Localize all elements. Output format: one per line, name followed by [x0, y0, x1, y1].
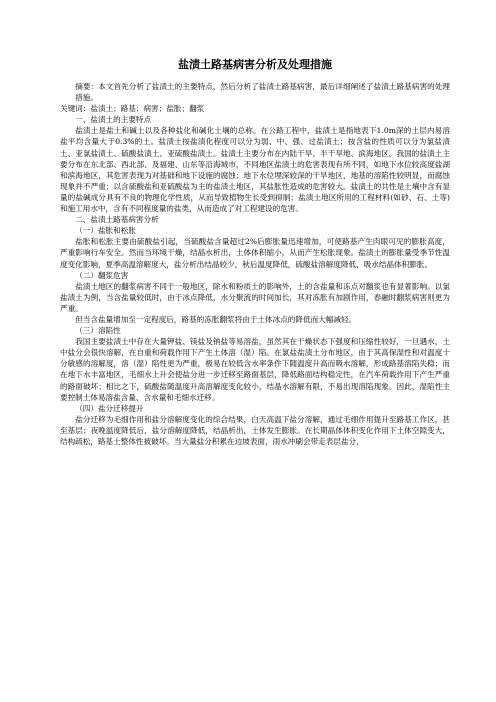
paragraph: 但当含盐量增加至一定程度后，路基的冻胀翻浆将由于土体冰点的降低而大幅减轻。: [75, 314, 357, 324]
paragraph: 盐分迁移为毛细作用和盐分溶解度变化的综合结果，白天高温下盐分溶解，通过毛细作用提升至路基工作区，甚至基层；夜晚温度降低后，盐分溶解度降低，结晶析出，土体发生膨胀。在长期晶体体积变化作用下土体空隙变大，结构疏松，路基土整体性被破坏。当大量盐分积累在边坡表面，雨水冲刷会带走表层盐分，: [60, 414, 450, 446]
subsection-heading-2-1: （一）盐胀和松胀: [75, 226, 136, 236]
subsection-heading-2-4: （四）盐分迁移提升: [75, 403, 144, 413]
subsection-heading-2-2: （二）翻浆危害: [75, 270, 129, 280]
paragraph: 盐胀和松胀主要由硫酸盐引起，当硫酸盐含量超过2%后膨胀量迅速增加，可使路基产生肉眼可见的膨胀高度，严重影响行车安全。然而当环境干燥，结晶水析出，土体体积缩小，从而产生松胀现象。盐渍土的膨胀量受季节性温度变化影响，夏季高温溶解度大，盐分析出结晶较少，秋后温度降低，硫酸盐溶解度降低，吸水结晶体积膨胀。: [60, 237, 450, 269]
keywords: 关键词：盐渍土；路基；病害；盐胀；翻浆: [60, 104, 205, 114]
section-heading-1: 一、盐渍土的主要特点: [75, 115, 152, 125]
paragraph: 盐渍土地区的翻浆病害不同于一般地区，除水和粉质土的影响外，土的含盐量和冻点对翻浆也有显著影响。以氯盐渍土为例，当含盐量较低时，由于冰点降低，水分聚流的时间加长，其对冻胀有加剧作用，春融时翻浆病害则更为严重。: [60, 281, 450, 313]
abstract: 摘要：本文首先分析了盐渍土的主要特点，然后分析了盐渍土路基病害，最后详细阐述了盐渍土路基病害的处理措施。: [75, 82, 450, 103]
paragraph: 我国主要盐渍土中存在大量钾盐、镁盐及钠盐等易溶盐，虽然其在干燥状态下强度和压缩性较好，一旦遇水，土中盐分会很快溶解，在自重和荷载作用下产生土体溶（湿）陷。在氯盐盐渍土分布地区，由于其高保湿性和对温度十分敏感的溶解度，溶（湿）陷性更为严重，极易在较低含水率条件下随温度升高而吸水溶解，形成路基溶陷失稳；而在地下水丰富地区，毛细水上升会使盐分进一步迁移至路面基层，降低路面结构稳定性，在汽车荷载作用下产生严重的路面破坏；相比之下，硫酸盐随温度升高溶解度变化较小，结晶水溶解有限，不易出现溶陷现象。因此，湿陷性主要控制土体易溶盐含量、含水量和毛细水迁移。: [60, 337, 450, 402]
section-heading-2: 二、盐渍土路基病害分析: [75, 215, 159, 225]
paragraph: 盐渍土是盐土和碱土以及各种盐化和碱化土壤的总称。在公路工程中，盐渍土是指地表下1.0m深的土层内易溶盐平均含量大于0.3%的土。盐渍土按盐渍化程度可以分为弱、中、强、过盐渍土；按含盐的性质可以分为氯盐渍土、亚氯盐渍土、硫酸盐渍土、亚硫酸盐渍土。盐渍土主要分布在内陆干旱、半干旱地、滨海地区。我国的盐渍土主要分布在东北部、西北部、及福建、山东等沿海城市，不同地区盐渍土的危害表现有所不同，如地下水位较高度盐湖和滨海地区，其危害表现为对基础和地下设施的腐蚀；地下水位埋深较深的干旱地区，地基的溶陷性较明显，而腐蚀现象并不严重；以含硫酸盐和亚硫酸盐为主的盐渍土地区，其盐胀性造成的危害较大。盐渍土的共性是土壤中含有显量的盐碱成分具有不良的物理化学性质，从而导致植物生长受到抑制；盐渍土地区所用的工程材料(如砂、石、土等)和施工用水中，含有不同程度量的盐类，从而造成了对工程建设的危害。: [60, 126, 450, 214]
subsection-heading-2-3: （三）溶陷性: [75, 326, 121, 336]
document-title: 盐渍土路基病害分析及处理措施: [178, 58, 332, 71]
